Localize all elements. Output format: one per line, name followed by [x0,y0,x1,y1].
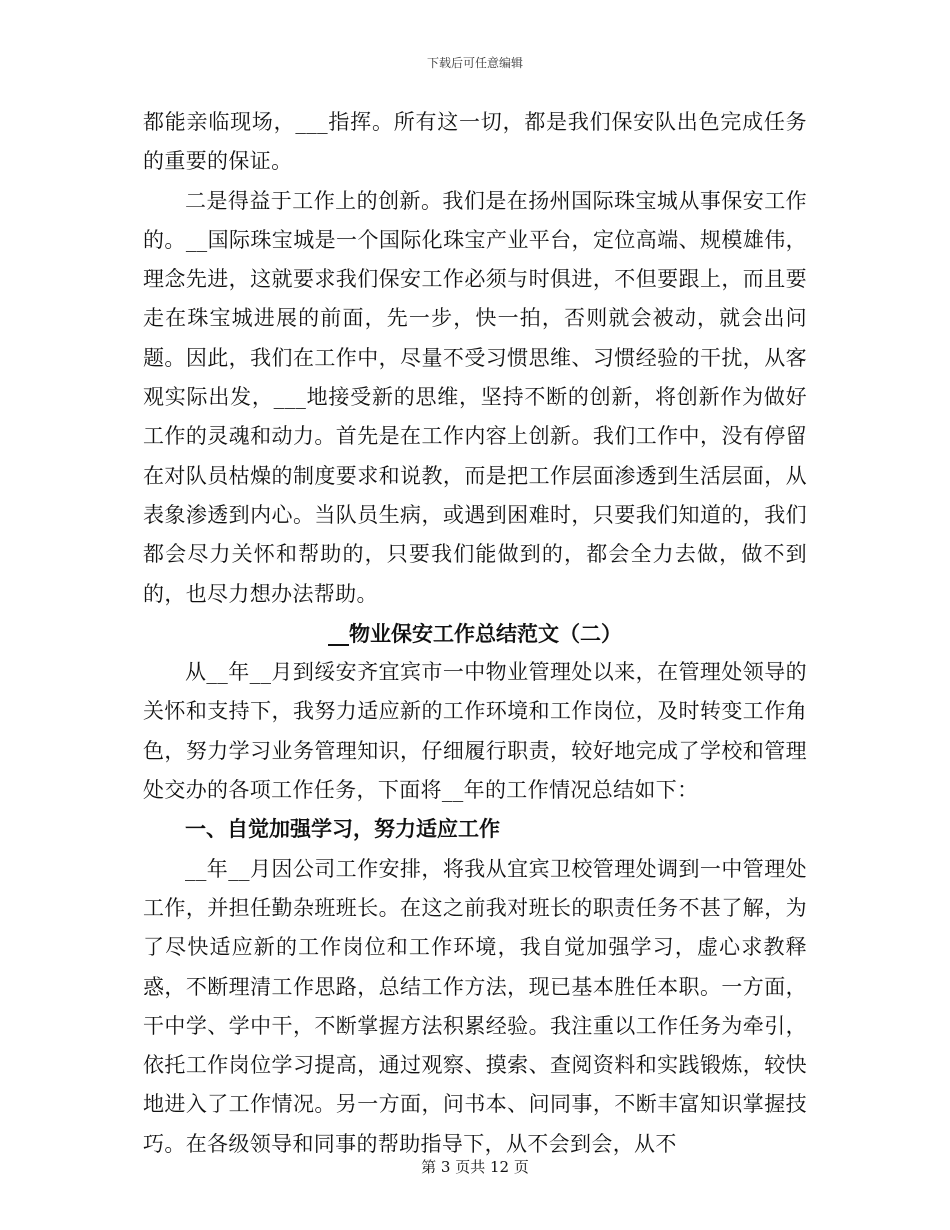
paragraph-study: __年__月因公司工作安排，将我从宜宾卫校管理处调到一中管理处工作，并担任勤杂班班长。在这之前我对班长的职责任务不甚了解，为了尽快适应新的工作岗位和工作环境，我自觉加强学习，虚心求教释惑，不断理清工作思路，总结工作方法，现已基本胜任本职。一方面，干中学、学中干，不断掌握方法积累经验。我注重以工作任务为牵引，依托工作岗位学习提高，通过观察、摸索、查阅资料和实践锻炼，较快地进入了工作情况。另一方面，问书本、问同事，不断丰富知识掌握技巧。在各级领导和同事的帮助指导下，从不会到会，从不 [143,856,807,1156]
page-header: 下载后可任意编辑 [426,56,523,70]
document-body [143,103,807,1164]
paragraph-continuation: 都能亲临现场，___指挥。所有这一切，都是我们保安队出色完成任务的重要的保证。 [143,110,807,174]
page-number-footer: 第 3 页共 12 页 [421,1158,529,1176]
subsection-heading: 一、自觉加强学习，努力适应工作 [185,817,500,842]
paragraph-intro: 从__年__月到绥安齐宜宾市一中物业管理处以来，在管理处领导的关怀和支持下，我努力适应新的工作环境和工作岗位，及时转变工作角色，努力学习业务管理知识，仔细履行职责，较好地完成了学校和管理处交办的各项工作任务，下面将__年的工作情况总结如下： [143,660,807,803]
section-title: __物业保安工作总结范文（二） [328,620,622,646]
paragraph-innovation: 二是得益于工作上的创新。我们是在扬州国际珠宝城从事保安工作的。__国际珠宝城是一个国际化珠宝产业平台，定位高端、规模雄伟，理念先进，这就要求我们保安工作必须与时俱进，不但要跟上，而且要走在珠宝城进展的前面，先一步，快一拍，否则就会被动，就会出问题。因此，我们在工作中，尽量不受习惯思维、习惯经验的干扰，从客观实际出发，___地接受新的思维，坚持不断的创新，将创新作为做好工作的灵魂和动力。首先是在工作内容上创新。我们工作中，没有停留在对队员枯燥的制度要求和说教，而是把工作层面渗透到生活层面，从表象渗透到内心。当队员生病，或遇到困难时，只要我们知道的，我们都会尽力关怀和帮助的，只要我们能做到的，都会全力去做，做不到的，也尽力想办法帮助。 [143,188,807,606]
